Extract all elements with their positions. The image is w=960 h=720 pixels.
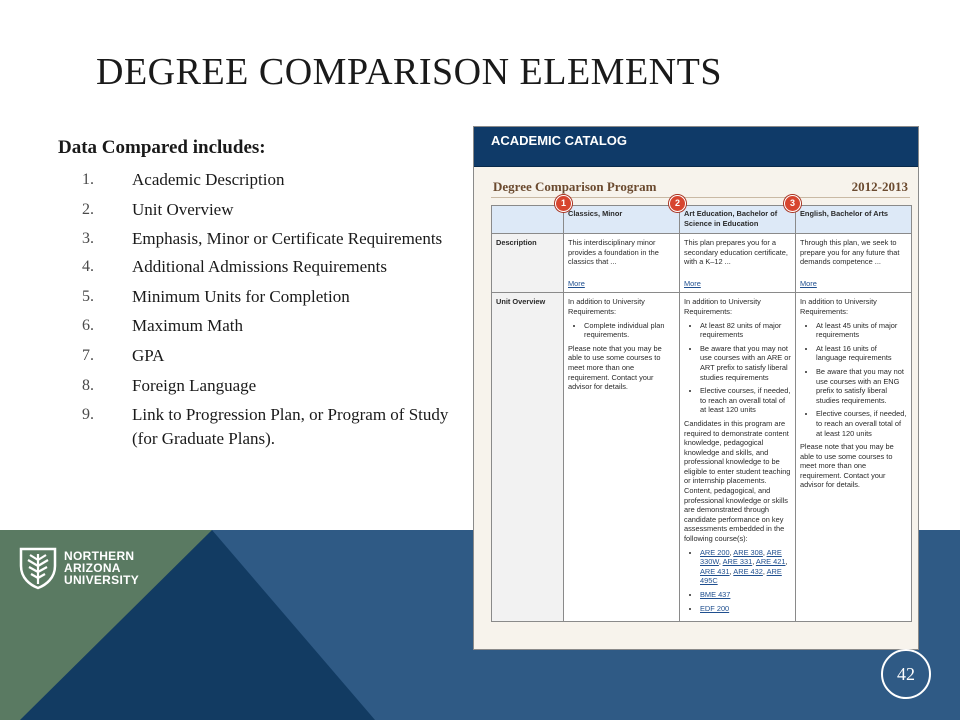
criteria-item — [82, 346, 462, 366]
description-cell — [680, 234, 796, 293]
criteria-item — [82, 316, 462, 336]
criteria-text: Academic Description — [132, 170, 285, 189]
nau-shield-icon — [18, 546, 58, 590]
criteria-item — [82, 376, 462, 396]
unit-note: Please note that you may be able to use some courses to meet more than one requirement. Contact your advisor for details. — [800, 442, 894, 490]
criteria-item — [82, 405, 462, 451]
unit-overview-cell — [564, 293, 680, 622]
criteria-item — [82, 229, 462, 251]
unit-intro: In addition to University Requirements: — [800, 297, 877, 316]
unit-bullet: • Be aware that you may not use courses with an ENG prefix to satisfy liberal studies requirements. — [816, 367, 907, 405]
course-link[interactable]: ARE 331 — [722, 557, 753, 567]
criteria-text: Additional Admissions Requirements — [132, 257, 387, 277]
catalog-screenshot — [473, 126, 919, 650]
course-link[interactable]: ARE 421 — [755, 557, 786, 567]
unit-bullet: • Elective courses, if needed, to reach an overall total of at least 120 units — [700, 386, 791, 415]
course-link[interactable]: ARE 432 — [733, 566, 763, 576]
unit-note: Candidates in this program are required to demonstrate content knowledge, pedagogical knowledge and skills, and professional knowledge to be eligible to enter student teaching or internship placements. Content, pedagogical, and professional knowledge or skills are demonstrated through candidate performance on key assessments embedded in the following course(s): — [684, 418, 791, 544]
catalog-subtitle: Degree Comparison Program — [493, 179, 657, 194]
unit-bullet: • Complete individual plan requirements. — [584, 321, 675, 340]
logo-line-1: NORTHERN — [64, 549, 135, 563]
criteria-number: 6. — [82, 317, 94, 335]
course-group: • ARE 200, ARE 308, ARE 330W, ARE 331, ARE 421, ARE 431, ARE 432, ARE 495C — [700, 548, 791, 586]
unit-bullets — [684, 321, 791, 415]
criteria-text: Link to Progression Plan, or Program of Study (for Graduate Plans). — [132, 405, 449, 449]
criteria-number: 3. — [82, 230, 94, 248]
logo-line-2: ARIZONA — [64, 561, 121, 575]
unit-bullets — [568, 321, 675, 340]
course-link[interactable]: ARE 330W — [700, 547, 782, 567]
slide-title: DEGREE COMPARISON ELEMENTS — [96, 51, 722, 93]
more-link[interactable]: More — [800, 278, 817, 288]
criteria-text: Foreign Language — [132, 375, 257, 395]
column-header-classics[interactable]: Classics, Minor — [564, 206, 680, 234]
criteria-number: 1. — [82, 171, 94, 188]
column-header-art-education[interactable]: Art Education, Bachelor of Science in Education — [680, 206, 796, 234]
more-link[interactable]: More — [568, 278, 585, 288]
unit-overview-cell — [680, 293, 796, 622]
row-label-unit-overview: Unit Overview — [492, 293, 564, 622]
row-label-description: Description — [492, 234, 564, 293]
course-group — [700, 604, 791, 614]
nau-logo — [18, 546, 139, 590]
table-header-row — [492, 206, 912, 234]
unit-bullet: • At least 45 units of major requirements — [816, 321, 907, 340]
page-number: 42 — [881, 649, 931, 699]
unit-intro: In addition to University Requirements: — [568, 297, 645, 316]
more-link[interactable]: More — [684, 278, 701, 288]
number-badge: 3 — [784, 195, 801, 212]
course-link[interactable]: EDF 200 — [700, 603, 730, 613]
criteria-heading: Data Compared includes: — [58, 137, 266, 158]
course-link[interactable]: BME 437 — [700, 590, 731, 599]
criteria-text: Emphasis, Minor or Certificate Requirements — [132, 229, 443, 249]
criteria-item — [82, 287, 462, 307]
table-row — [492, 293, 912, 622]
description-cell — [796, 234, 912, 293]
unit-bullet: • At least 16 units of language requirements — [816, 344, 907, 363]
course-link[interactable]: ARE 200 — [700, 547, 730, 557]
catalog-header: ACADEMIC CATALOG — [474, 127, 918, 167]
criteria-text: GPA — [132, 345, 165, 365]
catalog-divider — [491, 197, 910, 198]
description-cell — [564, 234, 680, 293]
unit-bullet: • Elective courses, if needed, to reach an overall total of at least 120 units — [816, 409, 907, 438]
criteria-number: 5. — [82, 287, 94, 305]
comparison-table — [491, 205, 912, 622]
criteria-number: 4. — [82, 258, 94, 276]
criteria-number: 7. — [82, 346, 94, 364]
unit-intro: In addition to University Requirements: — [684, 297, 761, 316]
nau-wordmark — [64, 550, 139, 586]
unit-bullet: • Be aware that you may not use courses with an ARE or ART prefix to satisfy liberal studies requirements — [700, 344, 791, 382]
unit-note: Please note that you may be able to use some courses to meet more than one requirement. Contact your advisor for details. — [568, 343, 662, 392]
description-text: This interdisciplinary minor provides a foundation in the classics that ... — [568, 238, 659, 267]
criteria-number: 2. — [82, 200, 94, 218]
criteria-text: Minimum Units for Completion — [132, 286, 350, 306]
catalog-year: 2012-2013 — [851, 179, 908, 194]
number-badge: 2 — [669, 195, 686, 212]
criteria-number: 8. — [82, 376, 94, 394]
logo-line-3: UNIVERSITY — [64, 573, 140, 587]
number-badge: 1 — [555, 195, 572, 212]
table-row — [492, 234, 912, 293]
description-text: This plan prepares you for a secondary education certificate, with a K–12 ... — [684, 238, 788, 267]
course-link[interactable]: ARE 308 — [733, 547, 763, 557]
criteria-number: 9. — [82, 406, 94, 424]
unit-bullets — [800, 321, 907, 439]
course-group — [700, 590, 791, 600]
criteria-list — [82, 170, 462, 457]
unit-overview-cell — [796, 293, 912, 622]
criteria-text: Unit Overview — [132, 199, 234, 219]
course-list — [684, 548, 791, 614]
criteria-item — [82, 257, 462, 277]
table-corner-cell — [492, 206, 564, 234]
criteria-item — [82, 200, 462, 220]
criteria-text: Maximum Math — [132, 316, 243, 336]
course-link[interactable]: ARE 495C — [700, 566, 782, 586]
description-text: Through this plan, we seek to prepare you for any future that demands competence ... — [800, 238, 900, 267]
course-link[interactable]: ARE 431 — [700, 566, 730, 576]
unit-bullet: • At least 82 units of major requirements — [700, 321, 791, 340]
column-header-english[interactable]: English, Bachelor of Arts — [796, 206, 912, 234]
criteria-item — [82, 170, 462, 190]
